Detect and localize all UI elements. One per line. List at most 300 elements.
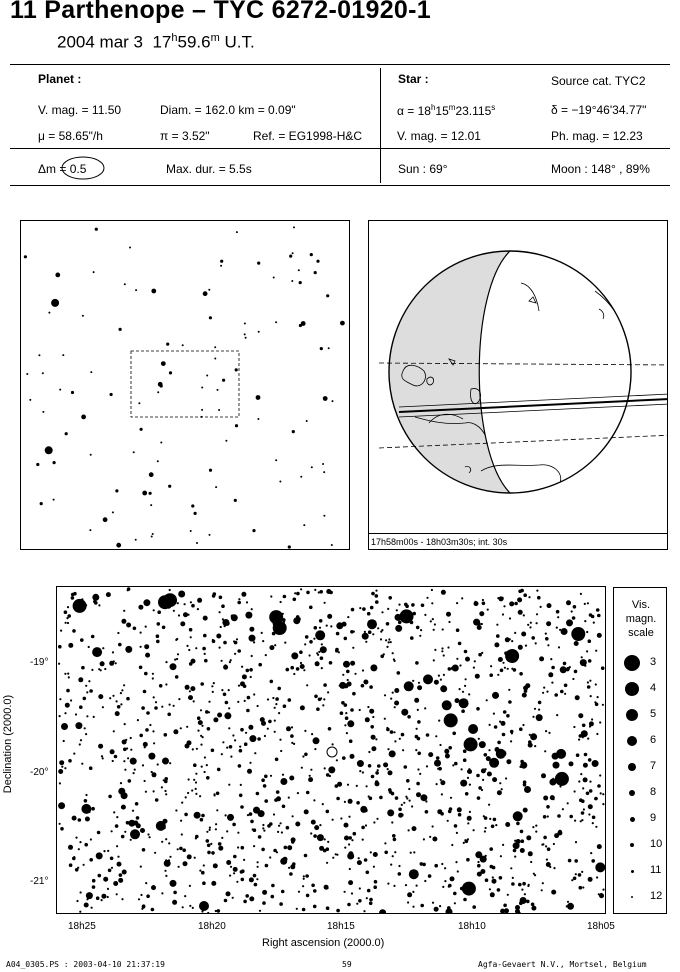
chart-star [602, 704, 604, 706]
finder-star [245, 337, 247, 339]
chart-star [380, 655, 384, 659]
chart-star [288, 797, 290, 799]
scale-dot [629, 790, 636, 797]
chart-star [376, 818, 378, 820]
chart-star [460, 780, 467, 787]
chart-star [165, 875, 167, 877]
chart-star [306, 684, 308, 686]
chart-star [231, 614, 238, 621]
chart-star [243, 859, 245, 861]
chart-star [347, 679, 349, 681]
chart-star [468, 693, 470, 695]
chart-star [253, 845, 255, 847]
chart-star [359, 770, 361, 772]
finder-star [289, 255, 292, 258]
chart-star [363, 910, 365, 912]
chart-star [80, 739, 82, 741]
chart-star [91, 907, 93, 909]
chart-star [501, 721, 506, 726]
chart-star [71, 596, 75, 600]
chart-star [497, 888, 501, 892]
chart-star [193, 763, 197, 767]
finder-star [110, 393, 113, 396]
chart-star [199, 795, 201, 797]
chart-star [380, 638, 382, 640]
chart-star [305, 874, 309, 878]
chart-star [366, 785, 368, 787]
chart-star [96, 896, 100, 900]
chart-star [543, 796, 548, 801]
chart-star [362, 839, 364, 841]
chart-star [386, 728, 390, 732]
chart-star [92, 885, 96, 889]
finder-star [256, 395, 261, 400]
chart-star [229, 875, 231, 877]
finder-star [138, 402, 140, 404]
chart-star [155, 701, 157, 703]
chart-star [267, 698, 269, 700]
chart-star [176, 658, 178, 660]
chart-star [476, 774, 480, 778]
chart-star [323, 698, 325, 700]
chart-star [210, 843, 212, 845]
chart-star [277, 831, 279, 833]
chart-star [257, 705, 259, 707]
y-tick-19: -19° [30, 657, 49, 668]
chart-star [194, 857, 196, 859]
finder-star [151, 289, 156, 294]
chart-star [375, 780, 379, 784]
chart-star [221, 604, 225, 608]
chart-star [60, 630, 62, 632]
chart-star [384, 851, 388, 855]
chart-star [328, 727, 332, 731]
chart-star [547, 847, 551, 851]
chart-star [212, 639, 214, 641]
finder-chart [20, 220, 350, 550]
chart-star [476, 707, 480, 711]
chart-star [496, 624, 498, 626]
chart-star [345, 716, 349, 720]
chart-star [197, 716, 201, 720]
chart-star [595, 826, 597, 828]
chart-star [440, 780, 445, 785]
chart-star [112, 695, 114, 697]
chart-star [375, 771, 379, 775]
chart-star [211, 881, 216, 886]
chart-star [90, 838, 92, 840]
chart-star [486, 699, 488, 701]
chart-star [167, 713, 171, 717]
chart-star [309, 640, 313, 644]
chart-star [202, 881, 206, 885]
chart-star [92, 594, 99, 601]
chart-star [278, 825, 280, 827]
finder-star-field [21, 221, 350, 550]
chart-star [195, 647, 197, 649]
chart-star [467, 822, 469, 824]
chart-star [201, 725, 203, 727]
chart-star [305, 635, 309, 639]
motion-arrow-icon [667, 394, 668, 404]
chart-star [406, 779, 410, 783]
chart-star [401, 804, 403, 806]
chart-star [187, 792, 189, 794]
chart-star [283, 704, 287, 708]
chart-star [282, 774, 284, 776]
chart-star [531, 636, 535, 640]
chart-star [98, 694, 103, 699]
chart-star [112, 651, 114, 653]
chart-star [314, 695, 318, 699]
chart-star [554, 693, 558, 697]
chart-star [195, 788, 197, 790]
chart-star [186, 645, 188, 647]
finder-star [209, 469, 212, 472]
chart-star [158, 595, 172, 609]
chart-star [458, 642, 462, 646]
chart-star [528, 743, 533, 748]
finder-star [311, 466, 313, 468]
chart-star [395, 614, 402, 621]
chart-star [304, 730, 306, 732]
chart-star [387, 748, 389, 750]
chart-star [582, 736, 584, 738]
chart-star [369, 709, 374, 714]
chart-star [239, 746, 241, 748]
chart-star [510, 730, 514, 734]
chart-star [80, 891, 82, 893]
chart-star [436, 783, 438, 785]
chart-star [113, 881, 118, 886]
chart-star [185, 685, 190, 690]
chart-star [174, 659, 176, 661]
chart-star [367, 619, 377, 629]
chart-star [464, 685, 466, 687]
finder-star [292, 430, 295, 433]
chart-star [292, 815, 294, 817]
chart-star [195, 773, 197, 775]
chart-star [162, 626, 166, 630]
chart-star [368, 764, 372, 768]
chart-star [558, 646, 560, 648]
chart-star [579, 734, 583, 738]
chart-star [426, 597, 428, 599]
chart-star [96, 598, 98, 600]
chart-star [258, 810, 265, 817]
finder-star [62, 354, 64, 356]
chart-star [98, 668, 100, 670]
chart-star [466, 858, 470, 862]
chart-star [60, 827, 64, 831]
chart-star [262, 827, 264, 829]
scale-dot [627, 736, 637, 746]
chart-star [573, 726, 575, 728]
chart-star [344, 637, 348, 641]
chart-star [480, 744, 482, 746]
chart-star [319, 627, 321, 629]
chart-star [98, 604, 100, 606]
chart-star [204, 771, 206, 773]
finder-star [220, 260, 223, 263]
chart-star [584, 753, 588, 757]
chart-star [405, 884, 407, 886]
divider-bottom [10, 185, 670, 186]
chart-star [477, 861, 479, 863]
chart-star [588, 804, 593, 809]
chart-star [566, 600, 571, 605]
finder-star [182, 344, 184, 346]
chart-star [548, 672, 553, 677]
delta-magnitude-ellipse [60, 155, 106, 181]
chart-star [180, 621, 185, 626]
chart-star [318, 591, 320, 593]
chart-star [79, 911, 81, 913]
chart-star [321, 667, 323, 669]
chart-star [221, 753, 223, 755]
chart-star [375, 738, 377, 740]
chart-star [291, 837, 296, 842]
chart-star [448, 667, 452, 671]
chart-star [64, 673, 66, 675]
chart-star [448, 746, 452, 750]
chart-star [237, 601, 241, 605]
chart-star [442, 700, 452, 710]
chart-star [177, 602, 179, 604]
chart-star [500, 669, 504, 673]
chart-star [467, 777, 469, 779]
chart-star [92, 647, 102, 657]
chart-star [369, 898, 373, 902]
chart-star [582, 787, 584, 789]
chart-star [314, 626, 318, 630]
chart-star [274, 644, 276, 646]
chart-star [529, 626, 531, 628]
chart-star [239, 749, 243, 753]
chart-star [310, 769, 312, 771]
chart-star [420, 794, 427, 801]
chart-star [523, 780, 527, 784]
chart-star [388, 641, 390, 643]
chart-star [465, 840, 469, 844]
chart-star [89, 766, 93, 770]
chart-star [602, 793, 604, 795]
chart-star [101, 894, 106, 899]
chart-star [320, 656, 324, 660]
chart-star [146, 894, 150, 898]
chart-star [140, 646, 142, 648]
chart-star [550, 658, 552, 660]
chart-star [525, 645, 527, 647]
chart-star [145, 791, 147, 793]
chart-star [601, 666, 605, 670]
chart-star [583, 777, 588, 782]
chart-star [326, 625, 328, 627]
chart-star [324, 602, 326, 604]
chart-star [438, 767, 442, 771]
chart-star [324, 838, 326, 840]
chart-star [121, 898, 123, 900]
chart-star [515, 905, 520, 910]
chart-star [393, 885, 395, 887]
chart-star [481, 623, 483, 625]
chart-star [523, 808, 528, 813]
chart-star [410, 621, 414, 625]
event-time-minutes: 59.6 [177, 32, 211, 52]
chart-star [578, 873, 582, 877]
chart-star [58, 802, 65, 809]
chart-star [148, 753, 155, 760]
chart-star [208, 711, 210, 713]
chart-star [97, 831, 101, 835]
chart-star [560, 690, 564, 694]
chart-star [227, 814, 234, 821]
chart-star [215, 823, 217, 825]
chart-star [528, 851, 533, 856]
chart-star [556, 714, 558, 716]
chart-star [418, 682, 420, 684]
chart-star [527, 624, 529, 626]
chart-star [356, 903, 358, 905]
chart-star [545, 845, 547, 847]
chart-star [592, 816, 596, 820]
chart-star [432, 902, 434, 904]
chart-star [358, 857, 360, 859]
chart-star [283, 621, 285, 623]
chart-star [597, 633, 602, 638]
chart-star [404, 687, 406, 689]
chart-star [154, 706, 158, 710]
chart-star [327, 691, 329, 693]
finder-star [225, 440, 227, 442]
chart-star [241, 666, 243, 668]
chart-star [370, 851, 372, 853]
chart-star [574, 859, 578, 863]
chart-star [352, 647, 354, 649]
scale-dot [626, 709, 638, 721]
chart-star [195, 793, 197, 795]
chart-star [78, 677, 83, 682]
chart-star [116, 700, 118, 702]
chart-star [575, 695, 580, 700]
chart-star [490, 665, 492, 667]
star-vmag: V. mag. = 12.01 [397, 129, 481, 143]
chart-star [289, 872, 293, 876]
chart-star [93, 716, 95, 718]
chart-star [447, 820, 449, 822]
chart-star [66, 689, 70, 693]
chart-star [520, 830, 524, 834]
footer-printer-info: Agfa-Gevaert N.V., Mortsel, Belgium [478, 960, 647, 969]
finder-star [29, 399, 31, 401]
chart-star [254, 883, 258, 887]
chart-star [244, 700, 246, 702]
chart-star [489, 758, 499, 768]
chart-star [353, 631, 355, 633]
chart-star [457, 870, 459, 872]
chart-star [287, 845, 292, 850]
chart-star [181, 802, 183, 804]
chart-star [302, 885, 304, 887]
chart-star [85, 733, 87, 735]
chart-star [562, 808, 564, 810]
chart-star [493, 713, 495, 715]
chart-star [591, 718, 593, 720]
chart-star [134, 769, 136, 771]
chart-star [59, 698, 61, 700]
chart-star [230, 756, 232, 758]
chart-star [567, 802, 569, 804]
chart-star [142, 764, 144, 766]
x-tick-18h05: 18h05 [587, 921, 615, 932]
chart-star [493, 818, 497, 822]
chart-star [275, 703, 277, 705]
chart-star [130, 758, 137, 765]
chart-star [595, 862, 605, 872]
chart-star [454, 902, 456, 904]
chart-star [347, 853, 354, 860]
chart-star [545, 633, 547, 635]
chart-star [366, 897, 368, 899]
chart-star [130, 749, 132, 751]
chart-star [163, 779, 165, 781]
chart-star [589, 725, 591, 727]
chart-star [116, 845, 118, 847]
chart-star [238, 598, 240, 600]
chart-star [390, 864, 392, 866]
chart-star [304, 753, 308, 757]
finder-star [194, 512, 197, 515]
chart-star [200, 709, 202, 711]
chart-star [261, 848, 265, 852]
finder-star [322, 463, 324, 465]
finder-star [244, 333, 246, 335]
chart-star [165, 683, 167, 685]
chart-star [326, 906, 330, 910]
chart-star [242, 674, 247, 679]
chart-star [417, 709, 419, 711]
finder-star [82, 315, 84, 317]
chart-star [283, 595, 287, 599]
chart-star [534, 708, 536, 710]
minutes-unit: m [210, 32, 220, 44]
chart-star [438, 720, 440, 722]
chart-star [541, 773, 546, 778]
chart-star [529, 734, 531, 736]
chart-star [270, 595, 272, 597]
chart-star [441, 863, 443, 865]
chart-star [108, 795, 112, 799]
chart-star [525, 683, 530, 688]
chart-star [223, 693, 227, 697]
sun-elongation: Sun : 69° [398, 162, 448, 176]
chart-star [473, 667, 475, 669]
chart-star [592, 822, 594, 824]
chart-star [571, 627, 585, 641]
chart-star [120, 782, 122, 784]
chart-star [521, 839, 525, 843]
chart-star [313, 799, 315, 801]
chart-star [200, 744, 202, 746]
chart-star [438, 675, 440, 677]
chart-star [439, 744, 441, 746]
chart-star [394, 688, 399, 693]
chart-star [299, 650, 303, 654]
chart-star [574, 670, 578, 674]
chart-star [303, 669, 305, 671]
chart-star [349, 739, 353, 743]
chart-star [249, 877, 254, 882]
